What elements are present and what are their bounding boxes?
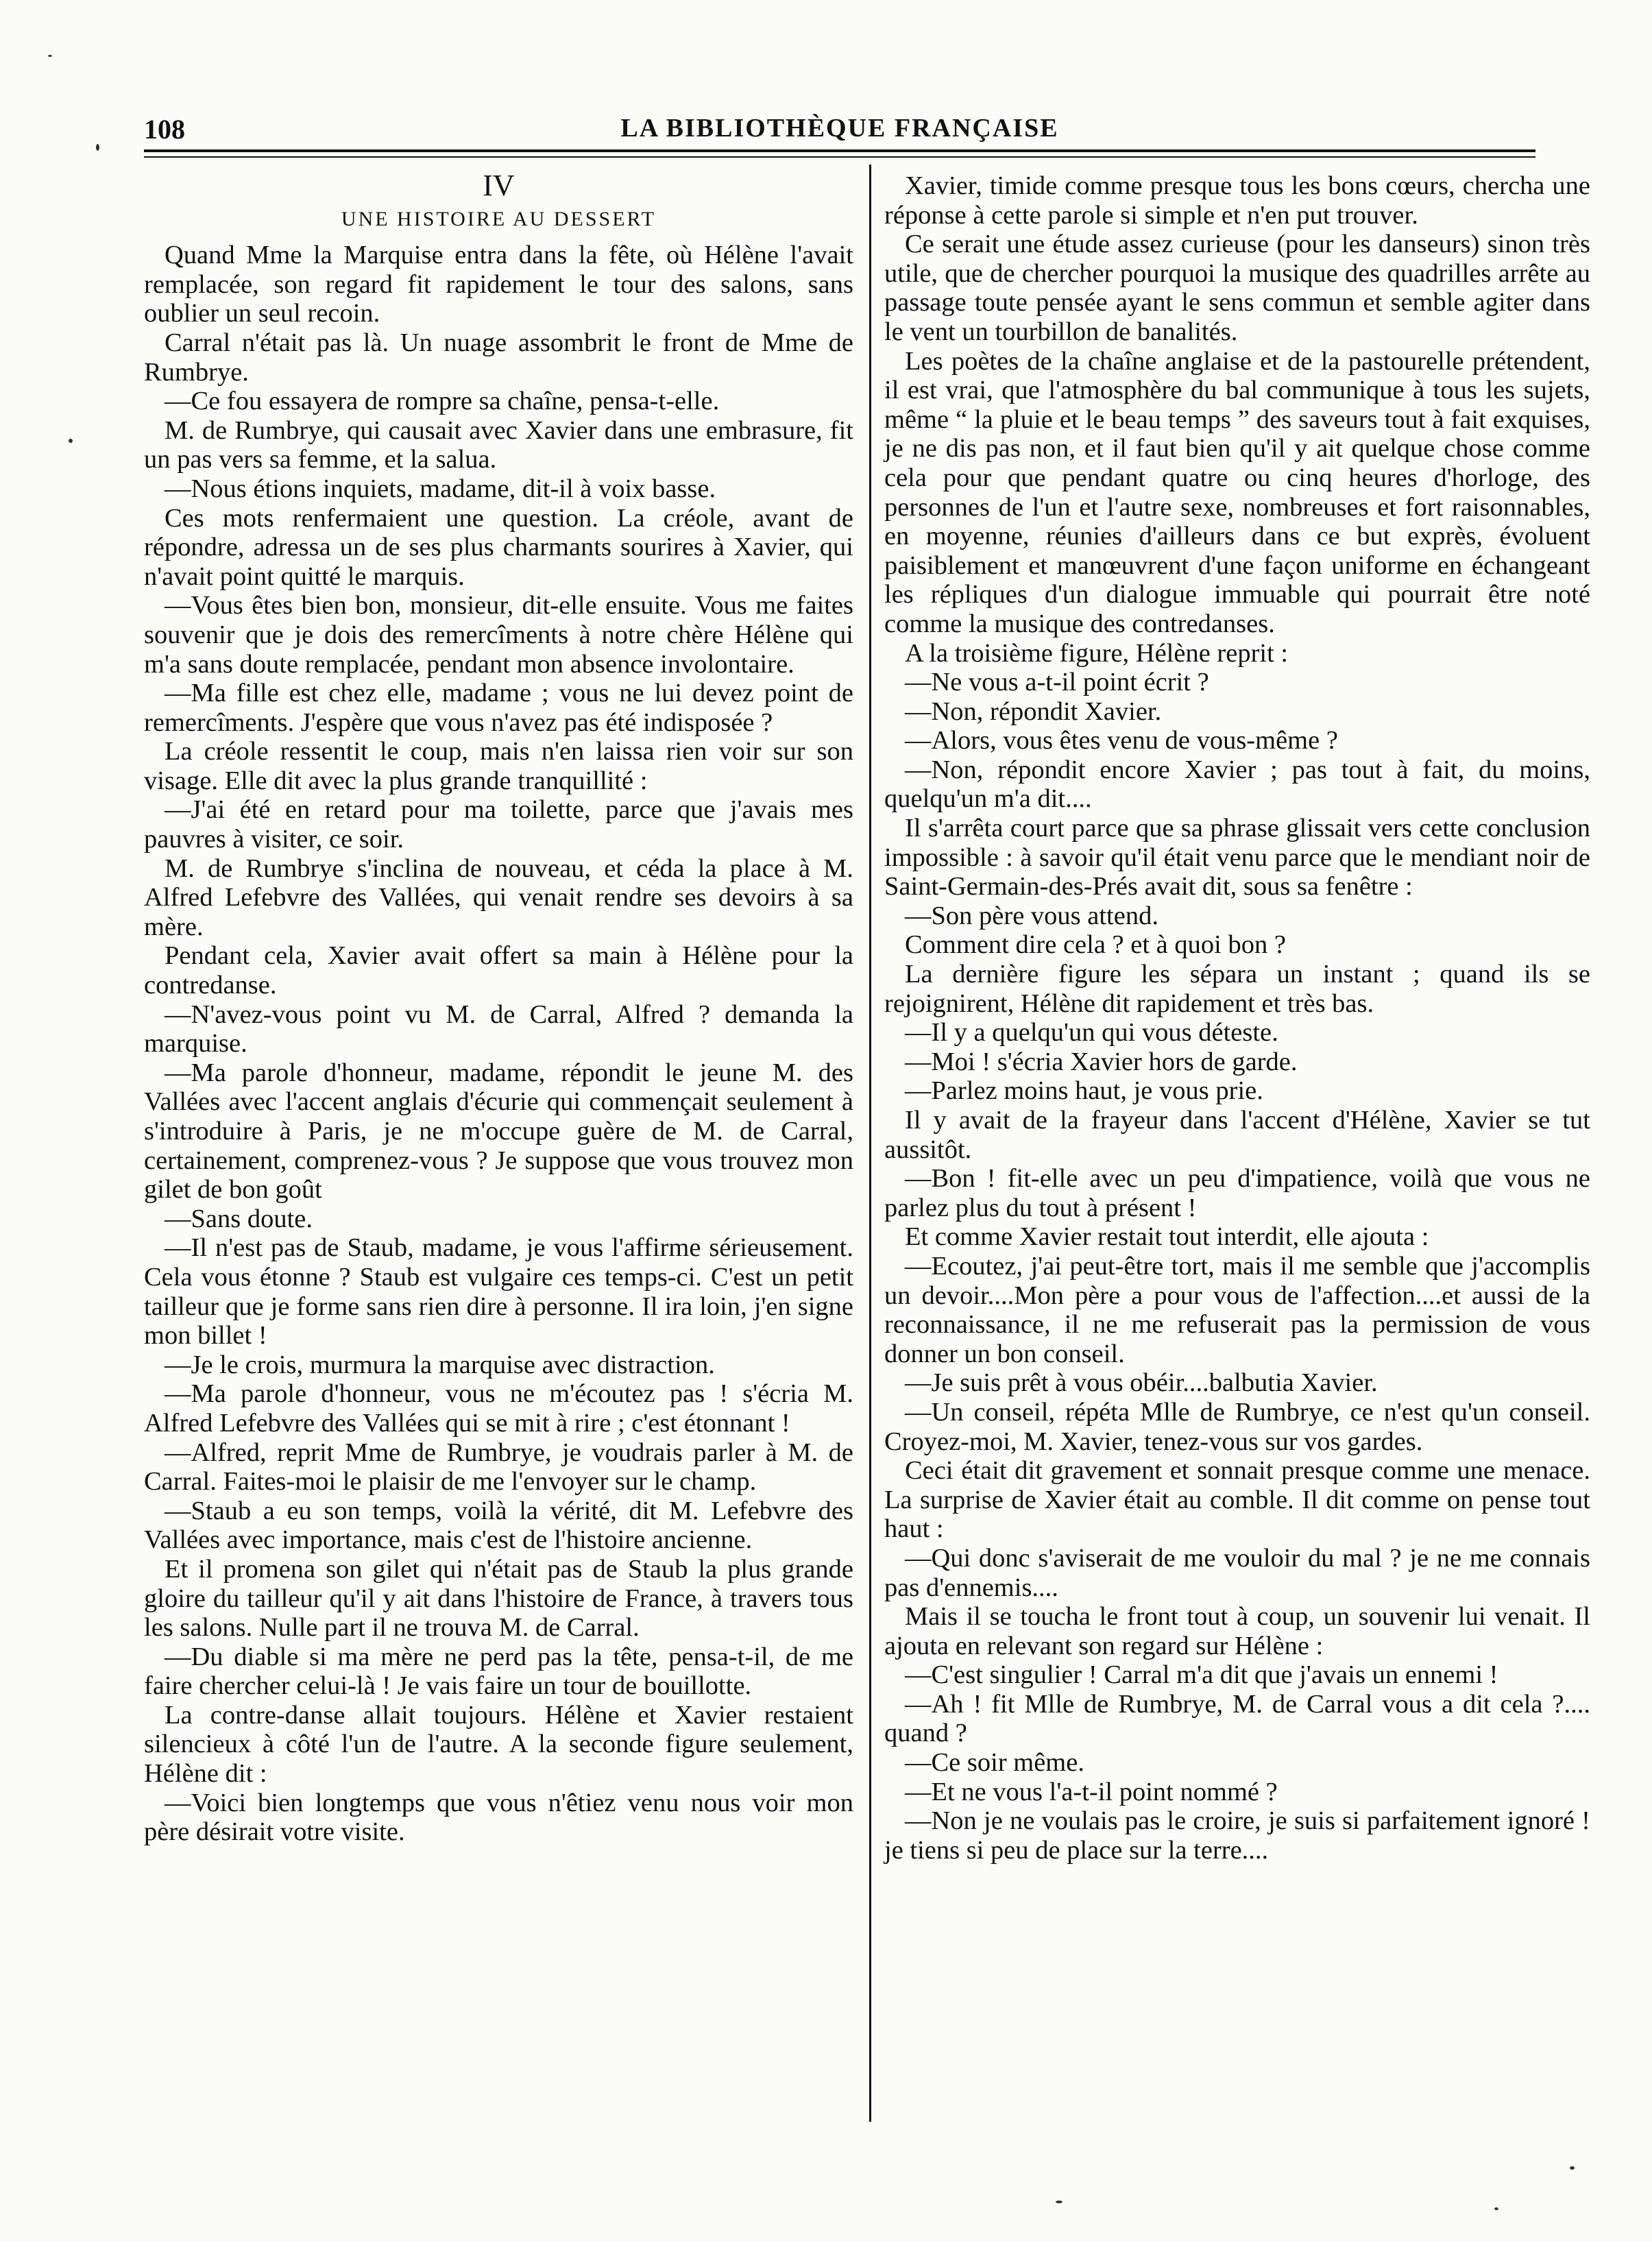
right-column-paragraph: Xavier, timide comme presque tous les bons cœurs, chercha une réponse à cette parole si simple et n'en put trouver. [884,171,1590,230]
print-speck [1494,2207,1498,2210]
print-speck [96,144,99,151]
print-speck [1570,2166,1575,2170]
right-column-paragraph: Ce serait une étude assez curieuse (pour les danseurs) sinon très utile, que de chercher pourquoi la musique des quadrilles arrête au passage toute pensée ayant le sens commun et semble agiter dans le vent un tourbillon de banalités. [884,230,1590,346]
right-column-text [884,171,1590,1865]
right-column-paragraph: —Ne vous a-t-il point écrit ? [905,668,1209,697]
left-column-paragraph: La créole ressentit le coup, mais n'en laissa rien voir sur son visage. Elle dit avec la plus grande tranquillité : [144,737,853,795]
left-column-paragraph: —Ce fou essayera de rompre sa chaîne, pensa-t-elle. [165,387,720,416]
left-column-paragraph: —Sans doute. [165,1204,313,1233]
right-column-paragraph: Mais il se toucha le front tout à coup, un souvenir lui venait. Il ajouta en relevant son regard sur Hélène : [884,1602,1590,1660]
right-column-paragraph: —Ecoutez, j'ai peut-être tort, mais il me semble que j'accomplis un devoir....Mon père a pour vous de l'affection....et aussi de la reconnaissance, il ne me refuserait pas la permission de vous donner un bon conseil. [884,1251,1590,1368]
right-column-paragraph: —Je suis prêt à vous obéir....balbutia Xavier. [905,1368,1378,1398]
left-column-paragraph: Pendant cela, Xavier avait offert sa main à Hélène pour la contredanse. [144,941,853,1000]
right-column-paragraph: —Il y a quelqu'un qui vous déteste. [905,1018,1278,1047]
right-column-paragraph: —Alors, vous êtes venu de vous-même ? [905,726,1338,755]
left-column-paragraph: M. de Rumbrye, qui causait avec Xavier dans une embrasure, fit un pas vers sa femme, et la salua. [144,415,853,474]
right-column-paragraph: Il s'arrêta court parce que sa phrase glissait vers cette conclusion impossible : à savoir qu'il était venu parce que le mendiant noir de Saint-Germain-des-Prés avait dit, sous sa fenêtre : [884,814,1590,901]
left-column-paragraph: Carral n'était pas là. Un nuage assombrit le front de Mme de Rumbrye. [144,328,853,387]
right-column-paragraph: La dernière figure les sépara un instant ; quand ils se rejoignirent, Hélène dit rapidement et très bas. [884,960,1590,1018]
chapter-title: UNE HISTOIRE AU DESSERT [341,207,657,230]
left-column-paragraph: —Staub a eu son temps, voilà la vérité, dit M. Lefebvre des Vallées avec importance, mais c'est de l'histoire ancienne. [144,1496,853,1555]
right-column-paragraph: —Moi ! s'écria Xavier hors de garde. [905,1047,1298,1076]
left-column-paragraph: Ces mots renfermaient une question. La créole, avant de répondre, adressa un de ses plus charmants sourires à Xavier, qui n'avait point quitté le marquis. [144,503,853,591]
page-header [144,113,1535,154]
left-column-paragraph: Et il promena son gilet qui n'était pas de Staub la plus grande gloire du tailleur qu'il y ait dans l'histoire de France, à travers tous les salons. Nulle part il ne trouva M. de Carral. [144,1554,853,1643]
right-column-paragraph: —Non, répondit encore Xavier ; pas tout à fait, du moins, quelqu'un m'a dit.... [884,755,1590,814]
chapter-number: IV [483,169,515,202]
right-column-paragraph: —Non, répondit Xavier. [905,696,1162,726]
right-column-paragraph: Et comme Xavier restait tout interdit, elle ajouta : [905,1222,1429,1252]
left-column-paragraph: —Ma parole d'honneur, madame, répondit le jeune M. des Vallées avec l'accent anglais d'écurie qui commençait seulement à s'introduire à Paris, je ne m'occupe guère de M. de Carral, certainement, comprenez-vous ? Je suppose que vous trouvez mon gilet de bon goût [144,1058,853,1204]
print-speck [69,439,73,443]
left-column-paragraph: —Vous êtes bien bon, monsieur, dit-elle ensuite. Vous me faites souvenir que je dois des remercîments à notre chère Hélène qui m'a sans doute remplacée, pendant mon absence involontaire. [144,591,853,679]
print-speck [1056,2201,1062,2203]
right-column-paragraph: —Parlez moins haut, je vous prie. [905,1076,1263,1106]
header-rule-thin [144,156,1535,158]
left-column-text [144,241,853,1847]
right-column-paragraph: —Non je ne voulais pas le croire, je suis si parfaitement ignoré ! je tiens si peu de place sur la terre.... [884,1806,1590,1865]
right-column-paragraph: —Ah ! fit Mlle de Rumbrye, M. de Carral vous a dit cela ?.... quand ? [884,1689,1590,1748]
left-column-paragraph: —Alfred, reprit Mme de Rumbrye, je voudrais parler à M. de Carral. Faites-moi le plaisir de me l'envoyer sur le champ. [144,1438,853,1497]
column-divider [869,165,871,2122]
right-column-paragraph: Les poètes de la chaîne anglaise et de la pastourelle prétendent, il est vrai, que l'atmosphère du bal communique à tous les sujets, même “ la pluie et le beau temps ” des saveurs tout à fait exquises, je ne dis pas non, et il faut bien qu'il y ait quelque chose comme cela pour que pendant quatre ou cinq heures d'horloge, des personnes de l'un et l'autre sexe, nombreuses et fort raisonnables, en moyenne, réunies d'ailleurs dans ce but exprès, évoluent paisiblement et manœuvrent d'une façon uniforme en échangeant les répliques d'un dialogue immuable qui pourrait être noté comme la musique des contredanses. [884,346,1590,638]
right-column-paragraph: —C'est singulier ! Carral m'a dit que j'avais un ennemi ! [905,1660,1498,1690]
left-column-paragraph: M. de Rumbrye s'inclina de nouveau, et céda la place à M. Alfred Lefebvre des Vallées, qui venait rendre ses devoirs à sa mère. [144,853,853,941]
header-rule [144,149,1535,152]
right-column-paragraph: Ceci était dit gravement et sonnait presque comme une menace. La surprise de Xavier était au comble. Il dit comme on pense tout haut : [884,1456,1590,1544]
print-speck [48,55,52,57]
right-column-paragraph: Comment dire cela ? et à quoi bon ? [905,930,1286,960]
left-column [144,171,853,1847]
left-column-paragraph: —Nous étions inquiets, madame, dit-il à voix basse. [165,474,716,503]
right-column-paragraph: Il y avait de la frayeur dans l'accent d'Hélène, Xavier se tut aussitôt. [884,1106,1590,1164]
page-number: 108 [144,114,185,145]
left-column-paragraph: —Il n'est pas de Staub, madame, je vous l'affirme sérieusement. Cela vous étonne ? Staub est vulgaire ces temps-ci. C'est un petit tailleur que je forme sans rien dire à personne. Il ira loin, j'en signe mon billet ! [144,1233,853,1350]
left-column-paragraph: —Du diable si ma mère ne perd pas la tête, pensa-t-il, de me faire chercher celui-là ! Je vais faire un tour de bouillotte. [144,1642,853,1701]
right-column-paragraph: —Et ne vous l'a-t-il point nommé ? [905,1777,1278,1806]
right-column-paragraph: —Un conseil, répéta Mlle de Rumbrye, ce n'est qu'un conseil. Croyez-moi, M. Xavier, tenez-vous sur vos gardes. [884,1397,1590,1456]
right-column-paragraph: A la troisième figure, Hélène reprit : [905,638,1289,668]
running-title: LA BIBLIOTHÈQUE FRANÇAISE [620,114,1059,143]
left-column-paragraph: —Ma parole d'honneur, vous ne m'écoutez pas ! s'écria M. Alfred Lefebvre des Vallées qui se mit à rire ; c'est étonnant ! [144,1379,853,1438]
left-column-paragraph: La contre-danse allait toujours. Hélène et Xavier restaient silencieux à côté l'un de l'autre. A la seconde figure seulement, Hélène dit : [144,1700,853,1789]
left-column-paragraph: —N'avez-vous point vu M. de Carral, Alfred ? demanda la marquise. [144,1000,853,1058]
right-column [884,171,1590,1865]
left-column-paragraph: —Voici bien longtemps que vous n'êtiez venu nous voir mon père désirait votre visite. [144,1788,853,1847]
right-column-paragraph: —Ce soir même. [905,1748,1084,1778]
left-column-paragraph: —J'ai été en retard pour ma toilette, parce que j'avais mes pauvres à visiter, ce soir. [144,795,853,854]
left-column-paragraph: Quand Mme la Marquise entra dans la fête, où Hélène l'avait remplacée, son regard fit rapidement le tour des salons, sans oublier un seul recoin. [144,241,853,328]
right-column-paragraph: —Son père vous attend. [905,901,1158,930]
right-column-paragraph: —Bon ! fit-elle avec un peu d'impatience, voilà que vous ne parlez plus du tout à présent ! [884,1164,1590,1222]
left-column-paragraph: —Ma fille est chez elle, madame ; vous ne lui devez point de remercîments. J'espère que vous n'avez pas été indisposée ? [144,679,853,737]
left-column-paragraph: —Je le crois, murmura la marquise avec distraction. [165,1350,715,1379]
right-column-paragraph: —Qui donc s'aviserait de me vouloir du mal ? je ne me connais pas d'ennemis.... [884,1543,1590,1602]
